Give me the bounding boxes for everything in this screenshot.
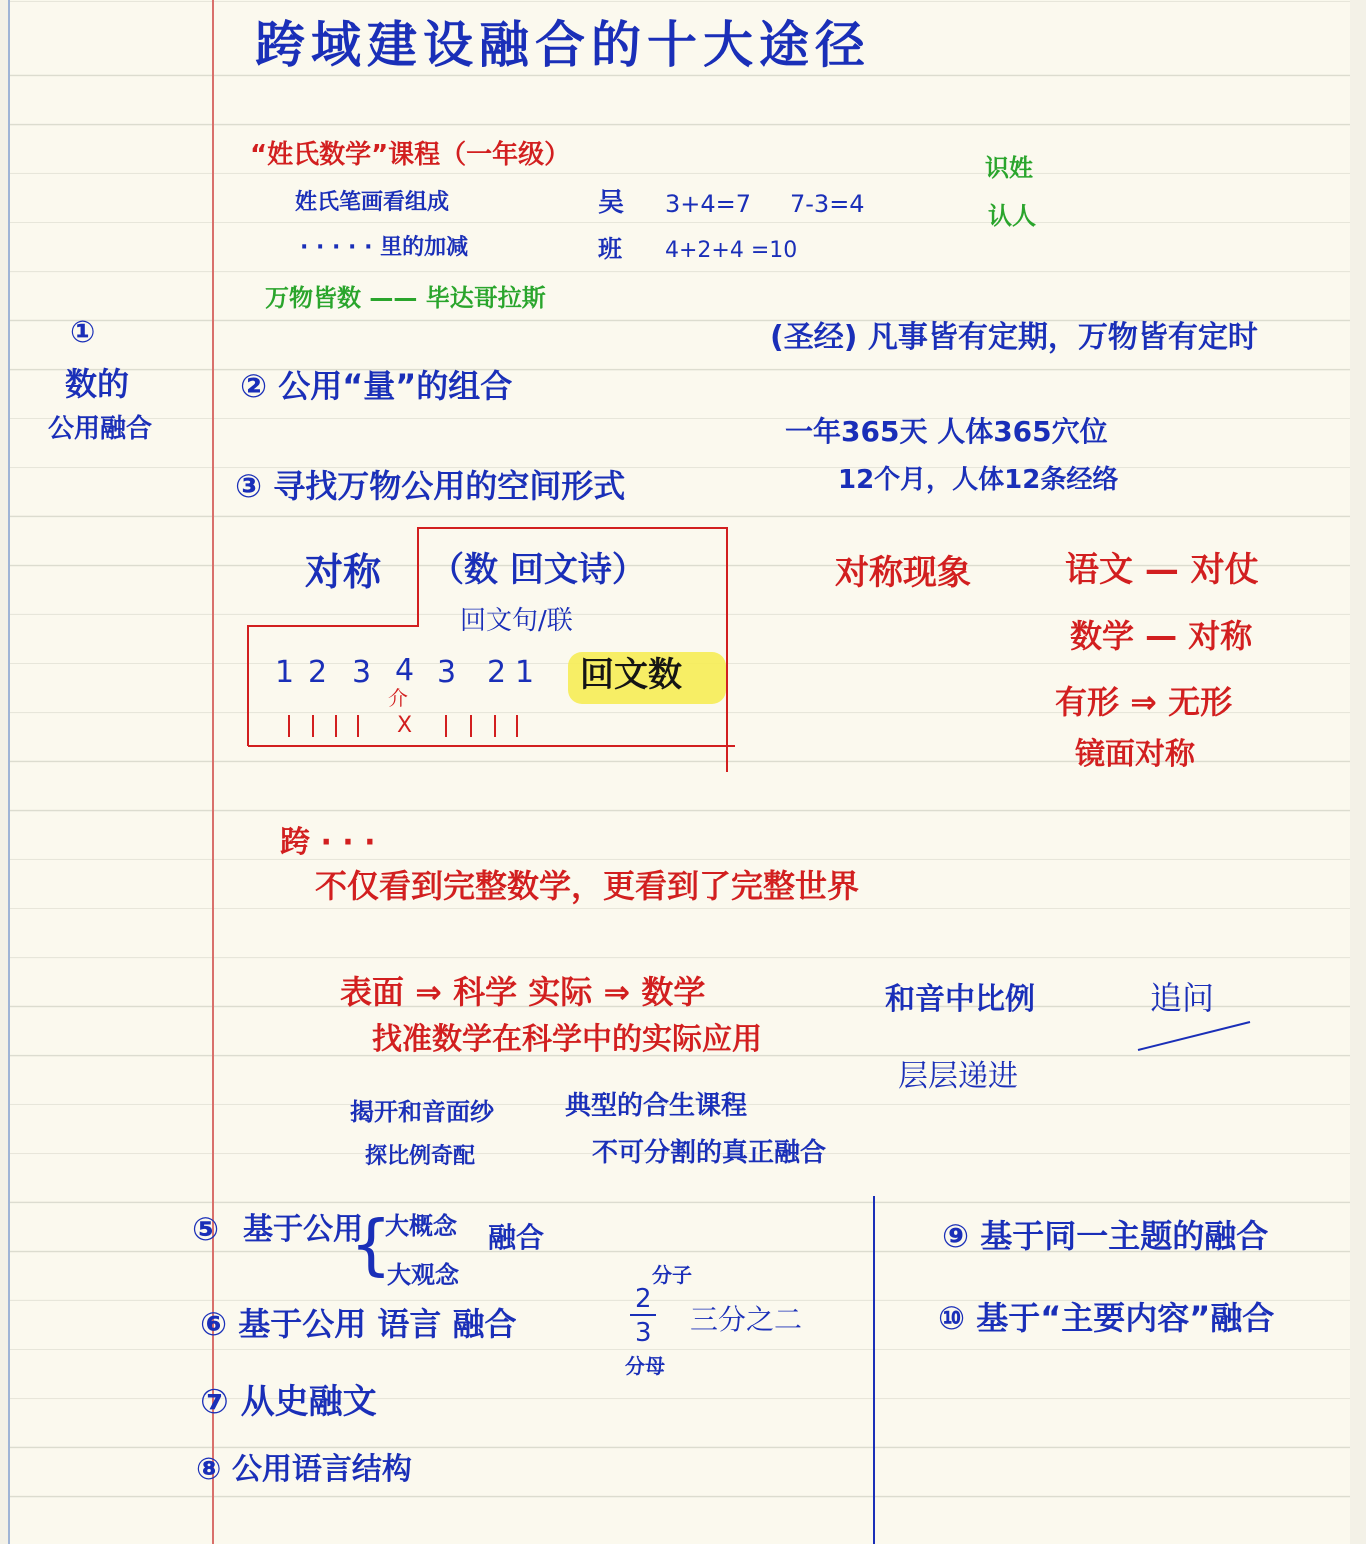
cross-line: 不仅看到完整数学，更看到了完整世界 (315, 867, 860, 905)
fraction-bar (630, 1314, 656, 1316)
section-sublabel: 公用融合 (48, 414, 153, 444)
fraction-denominator: 3 (635, 1318, 652, 1348)
item-9: ⑨ 基于同一主题的融合 (942, 1217, 1269, 1255)
item-2: ② 公用“量”的组合 (240, 367, 513, 405)
surface-right-2: 层层递进 (898, 1059, 1018, 1094)
item-7: ⑦ 从史融文 (200, 1382, 377, 1422)
section-label: 数的 (65, 365, 130, 403)
symmetry-note-4: 镜面对称 (1075, 737, 1195, 772)
tick-mark (357, 715, 359, 737)
digit-1: 1 (275, 655, 295, 690)
surname-ban: 班 (598, 235, 622, 263)
tick-mark (312, 715, 314, 737)
palindrome-number-label: 回文数 (580, 655, 682, 695)
tick-mark (516, 715, 518, 737)
item-5-number: ⑤ (192, 1210, 220, 1248)
palindrome-sentence: 回文句/联 (460, 606, 573, 636)
symmetry-word: 对称 (305, 550, 382, 594)
digit-6: 2 (487, 655, 507, 690)
tick-mark (335, 715, 337, 737)
surface-right-3: 追问 (1150, 979, 1215, 1017)
surface-note-2: 探比例奇配 (365, 1144, 476, 1169)
symmetry-phenomenon: 对称现象 (835, 553, 971, 593)
denominator-label: 分母 (625, 1354, 665, 1378)
equation-2: 7-3=4 (790, 190, 865, 218)
symmetry-note-1: 语文 — 对仗 (1065, 550, 1259, 590)
center-mark: X (397, 713, 413, 738)
surface-right-1: 和音中比例 (885, 982, 1035, 1017)
tick-mark (445, 715, 447, 737)
fraction-reading: 三分之二 (690, 1303, 803, 1336)
digit-3: 3 (352, 655, 372, 690)
digit-4: 4 (395, 653, 415, 688)
surname-wu: 吴 (598, 188, 625, 218)
section-number: ① (70, 315, 96, 350)
classic-line-2: 一年365天 人体365穴位 (785, 415, 1108, 448)
item-5-text: 基于公用 (243, 1212, 363, 1247)
classic-line-3: 12个月，人体12条经络 (838, 465, 1119, 495)
classic-quote: (圣经) 凡事皆有定期，万物皆有定时 (770, 320, 1258, 355)
item-10: ⑩ 基于“主要内容”融合 (938, 1299, 1275, 1337)
page-title: 跨域建设融合的十大途径 (255, 16, 871, 74)
tick-mark (470, 715, 472, 737)
item-8: ⑧ 公用语言结构 (196, 1452, 412, 1487)
digit-5: 3 (437, 655, 457, 690)
big-concept-2: 大观念 (387, 1261, 459, 1289)
underline-stroke (1138, 1022, 1250, 1050)
course-line-1: 姓氏笔画看组成 (295, 190, 450, 215)
surface-line-1: 表面 ⇒ 科学 实际 ⇒ 数学 (340, 973, 706, 1011)
cross-heading: 跨 · · · (280, 825, 376, 860)
surface-note-3: 典型的合生课程 (565, 1091, 748, 1121)
brace: { (350, 1206, 392, 1283)
green-note-2: 认人 (988, 202, 1036, 230)
up-arrow: 介 (388, 686, 408, 710)
symmetry-note-3: 有形 ⇒ 无形 (1055, 683, 1233, 721)
surface-note-4: 不可分割的真正融合 (592, 1138, 827, 1168)
item-6: ⑥ 基于公用 语言 融合 (200, 1305, 517, 1343)
course-line-2: · · · · · 里的加减 (300, 235, 469, 260)
digit-7: 1 (515, 655, 535, 690)
column-divider (873, 1196, 875, 1544)
equation-3: 4+2+4 =10 (665, 238, 798, 263)
surface-line-2: 找准数学在科学中的实际应用 (372, 1022, 762, 1057)
green-quote: 万物皆数 —— 毕达哥拉斯 (265, 284, 546, 312)
tick-mark (288, 715, 290, 737)
item-5-tail: 融合 (488, 1221, 545, 1254)
symmetry-paren: （数 回文诗） (430, 550, 646, 590)
surface-note-1: 揭开和音面纱 (350, 1098, 494, 1126)
equation-1: 3+4=7 (665, 190, 752, 218)
numerator-label: 分子 (652, 1263, 692, 1287)
item-3: ③ 寻找万物公用的空间形式 (235, 467, 626, 505)
course-heading: “姓氏数学”课程（一年级） (250, 140, 571, 170)
green-note-1: 识姓 (985, 154, 1033, 182)
symmetry-note-2: 数学 — 对称 (1070, 617, 1253, 655)
tick-mark (494, 715, 496, 737)
digit-2: 2 (308, 655, 328, 690)
big-concept-1: 大概念 (385, 1212, 457, 1240)
fraction-numerator: 2 (635, 1284, 652, 1314)
